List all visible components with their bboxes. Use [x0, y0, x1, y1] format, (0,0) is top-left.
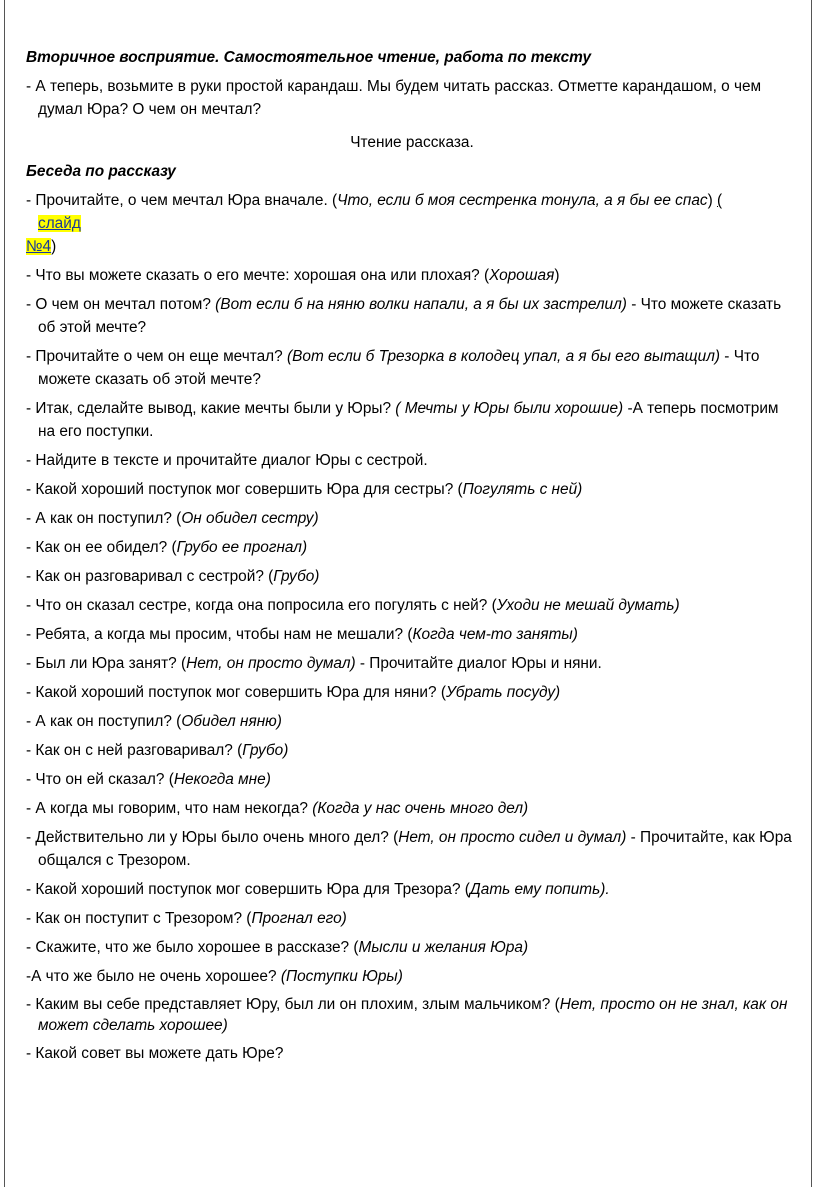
question-1: - Прочитайте, о чем мечтал Юра вначале. (Что, если б моя сестренка тонула, а я бы ее спас) ( слайд — [26, 192, 723, 232]
question-17: - Что он ей сказал? (Некогда мне) — [26, 771, 271, 788]
question-9: - Как он ее обидел? (Грубо ее прогнал) — [26, 539, 308, 556]
question-21: - Как он поступит с Трезором? (Прогнал его) — [26, 910, 347, 927]
question-2: - Что вы можете сказать о его мечте: хорошая она или плохая? (Хорошая) — [26, 267, 560, 284]
question-25: - Какой совет вы можете дать Юре? — [26, 1045, 284, 1062]
slide-link-word[interactable]: слайд — [38, 215, 81, 232]
question-11: - Что он сказал сестре, когда она попросила его погулять с ней? (Уходи не мешай думать) — [26, 597, 680, 614]
section-heading-secondary-perception: Вторичное восприятие. Самостоятельное чтение, работа по тексту — [26, 49, 592, 66]
intro-paragraph: - А теперь, возьмите в руки простой карандаш. Мы будем читать рассказ. Отметте карандашом, о чем думал Юра? О чем он мечтал? — [26, 78, 762, 118]
question-7: - Какой хороший поступок мог совершить Юра для сестры? (Погулять с ней) — [26, 481, 583, 498]
question-15: - А как он поступил? (Обидел няню) — [26, 713, 282, 730]
question-19: - Действительно ли у Юры было очень много дел? (Нет, он просто сидел и думал) - Прочитайте, как Юра общался с Трезором. — [26, 829, 792, 869]
reading-caption: Чтение рассказа. — [350, 134, 474, 151]
section-heading-discussion: Беседа по рассказу — [26, 163, 176, 180]
question-13: - Был ли Юра занят? (Нет, он просто думал) - Прочитайте диалог Юры и няни. — [26, 655, 602, 672]
question-23: -А что же было не очень хорошее? (Поступки Юры) — [26, 968, 403, 985]
question-6: - Найдите в тексте и прочитайте диалог Юры с сестрой. — [26, 452, 428, 469]
question-24: - Каким вы себе представляет Юру, был ли он плохим, злым мальчиком? (Нет, просто он не знал, как он может сделать хорошее) — [26, 996, 788, 1034]
page-border-left — [4, 0, 5, 1187]
question-4: - Прочитайте о чем он еще мечтал? (Вот если б Трезорка в колодец упал, а я бы его вытащил) - Что можете сказать об этой мечте? — [26, 348, 760, 388]
question-10: - Как он разговаривал с сестрой? (Грубо) — [26, 568, 320, 585]
question-16: - Как он с ней разговаривал? (Грубо) — [26, 742, 289, 759]
document-page — [26, 46, 798, 1071]
page-border-right — [811, 0, 812, 1187]
question-20: - Какой хороший поступок мог совершить Юра для Трезора? (Дать ему попить). — [26, 881, 610, 898]
question-3: - О чем он мечтал потом? (Вот если б на няню волки напали, а я бы их застрелил) - Что можете сказать об этой мечте? — [26, 296, 782, 336]
question-12: - Ребята, а когда мы просим, чтобы нам не мешали? (Когда чем-то заняты) — [26, 626, 578, 643]
question-8: - А как он поступил? (Он обидел сестру) — [26, 510, 319, 527]
slide-link-open[interactable]: ( — [716, 192, 723, 209]
question-5: - Итак, сделайте вывод, какие мечты были у Юры? ( Мечты у Юры были хорошие) -А теперь посмотрим на его поступки. — [26, 400, 779, 440]
question-18: - А когда мы говорим, что нам некогда? (Когда у нас очень много дел) — [26, 800, 529, 817]
question-1-cont: №4) — [26, 238, 57, 255]
question-14: - Какой хороший поступок мог совершить Юра для няни? (Убрать посуду) — [26, 684, 561, 701]
question-22: - Скажите, что же было хорошее в рассказе? (Мысли и желания Юра) — [26, 939, 529, 956]
slide-link-number[interactable]: №4 — [26, 238, 52, 255]
